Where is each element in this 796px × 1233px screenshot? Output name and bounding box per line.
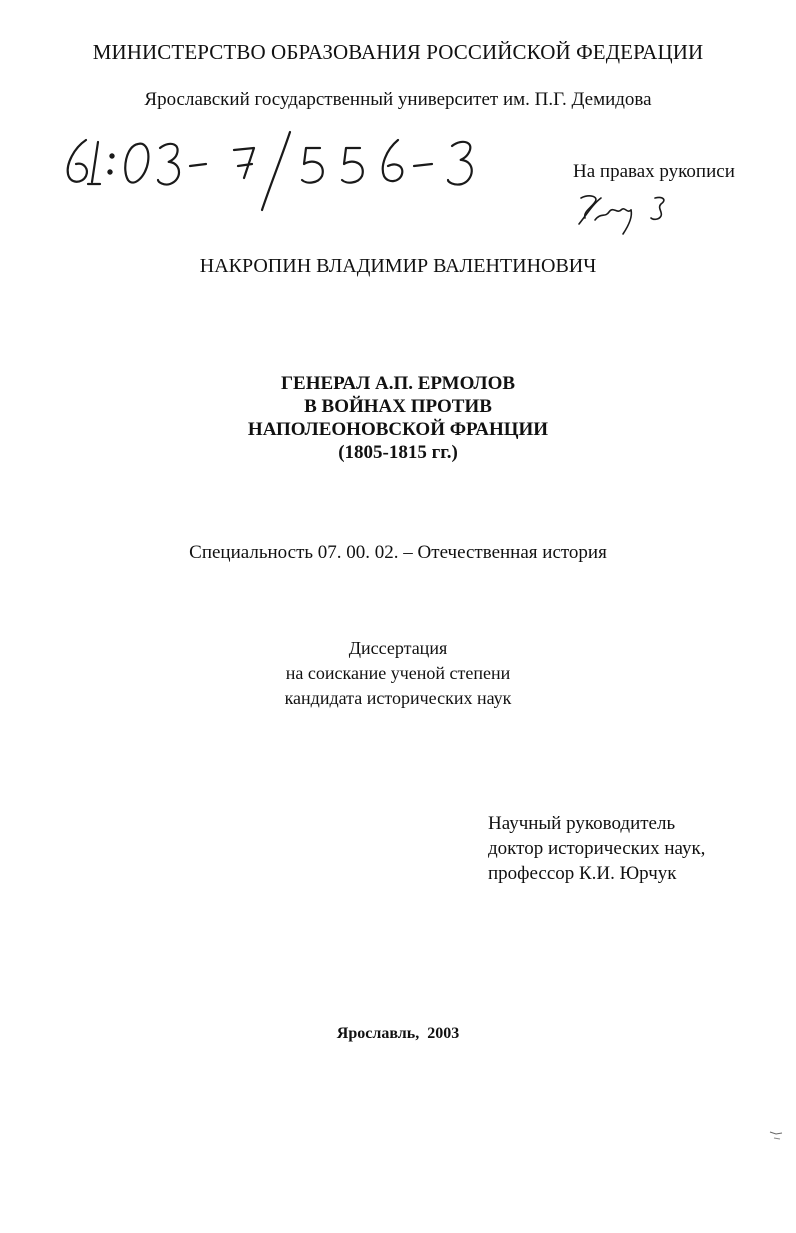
thesis-description (0, 636, 796, 711)
manuscript-rights-note: На правах рукописи (573, 161, 735, 182)
specialty-line: Специальность 07. 00. 02. – Отечественная история (189, 542, 607, 563)
scan-speck (768, 1128, 784, 1142)
dissertation-title (0, 372, 796, 464)
thesis-line-3: кандидата исторических наук (284, 688, 512, 708)
title-line-1: ГЕНЕРАЛ А.П. ЕРМОЛОВ (280, 373, 516, 394)
advisor-line-2: доктор исторических наук, (488, 838, 706, 859)
city-year: Ярославль, 2003 (336, 1025, 460, 1042)
author-name: НАКРОПИН ВЛАДИМИР ВАЛЕНТИНОВИЧ (199, 255, 597, 277)
title-years: (1805-1815 гг.) (338, 442, 458, 463)
handwritten-signature (565, 184, 675, 244)
advisor-line-3: профессор К.И. Юрчук (488, 863, 677, 884)
advisor-line-1: Научный руководитель (488, 813, 676, 834)
thesis-line-1: Диссертация (348, 638, 448, 658)
handwritten-catalog-code (58, 126, 498, 216)
title-line-2: В ВОЙНАХ ПРОТИВ (304, 396, 492, 417)
ministry-heading: МИНИСТЕРСТВО ОБРАЗОВАНИЯ РОССИЙСКОЙ ФЕДЕРАЦИИ (92, 40, 704, 64)
university-name: Ярославский государственный университет им. П.Г. Демидова (144, 89, 652, 110)
thesis-line-2: на соискание ученой степени (285, 663, 511, 683)
scientific-advisor (488, 811, 705, 886)
title-line-3: НАПОЛЕОНОВСКОЙ ФРАНЦИИ (247, 419, 549, 440)
